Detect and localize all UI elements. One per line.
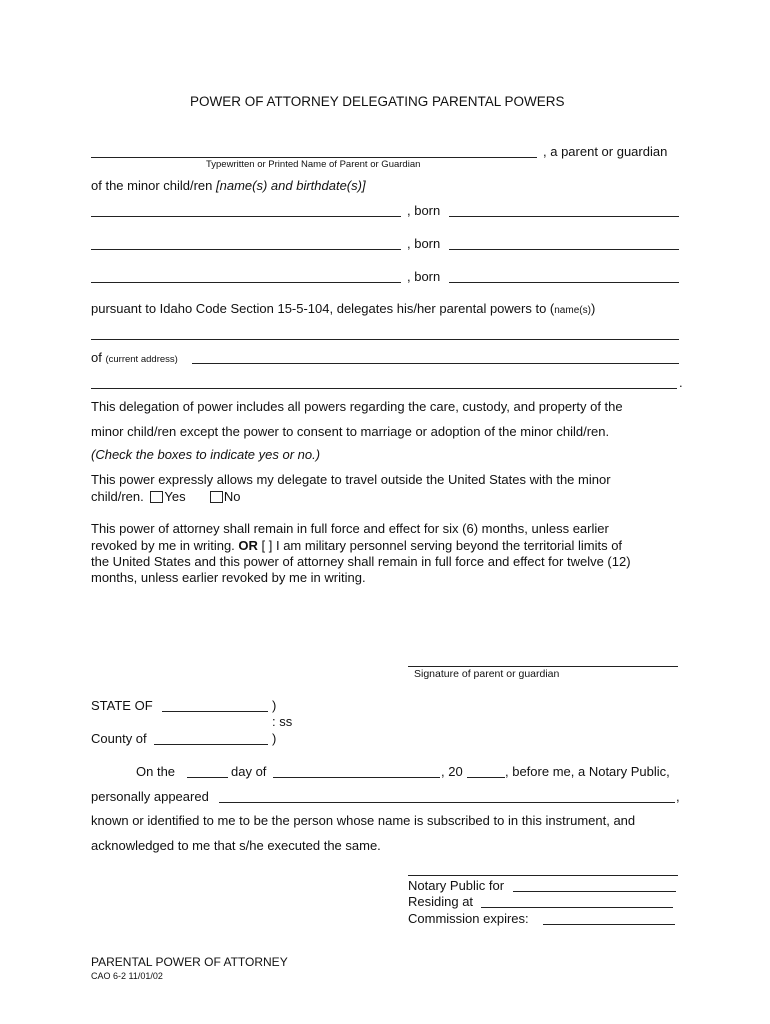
duration-line-1: This power of attorney shall remain in full force and effect for six (6) months, unless earlier bbox=[91, 521, 609, 536]
address-field-1[interactable] bbox=[192, 363, 679, 364]
signature-field[interactable] bbox=[408, 666, 678, 667]
acknowledgment-line-4: acknowledged to me that s/he executed the same. bbox=[91, 838, 381, 853]
travel-no-checkbox[interactable] bbox=[210, 491, 223, 503]
child-birthdate-field[interactable] bbox=[449, 282, 679, 283]
day-of-label: day of bbox=[231, 764, 267, 779]
born-label: , born bbox=[407, 236, 441, 251]
year-prefix-label: , 20 bbox=[441, 764, 463, 779]
parent-name-field[interactable] bbox=[91, 157, 537, 158]
signature-caption: Signature of parent or guardian bbox=[414, 668, 560, 680]
child-birthdate-field[interactable] bbox=[449, 216, 679, 217]
month-field[interactable] bbox=[273, 777, 440, 778]
born-label: , born bbox=[407, 203, 441, 218]
delegate-name-field[interactable] bbox=[91, 339, 679, 340]
document-title: POWER OF ATTORNEY DELEGATING PARENTAL POWERS bbox=[190, 94, 565, 109]
notary-state-field[interactable] bbox=[513, 891, 676, 892]
state-of-label: STATE OF bbox=[91, 698, 153, 713]
travel-line-1: This power expressly allows my delegate to travel outside the United States with the minor bbox=[91, 472, 611, 487]
delegation-line-1: This delegation of power includes all powers regarding the care, custody, and property of the bbox=[91, 399, 623, 414]
pursuant-text: pursuant to Idaho Code Section 15-5-104, delegates his/her parental powers to ( bbox=[91, 301, 555, 316]
minor-children-intro bbox=[91, 178, 366, 193]
duration-line-3: the United States and this power of attorney shall remain in full force and effect for twelve (12) bbox=[91, 554, 631, 569]
state-paren: ) bbox=[272, 698, 277, 713]
commission-expires-label: Commission expires: bbox=[408, 911, 529, 926]
minor-children-hint: [name(s) and birthdate(s)] bbox=[216, 178, 366, 193]
check-instruction: (Check the boxes to indicate yes or no.) bbox=[91, 447, 321, 462]
notary-signature-field[interactable] bbox=[408, 875, 678, 876]
residing-at-label: Residing at bbox=[408, 894, 474, 909]
before-notary-label: , before me, a Notary Public, bbox=[505, 764, 670, 779]
ss-label: : ss bbox=[272, 714, 293, 729]
notary-public-for-label: Notary Public for bbox=[408, 878, 505, 893]
appeared-comma: , bbox=[676, 789, 680, 804]
county-field[interactable] bbox=[154, 744, 268, 745]
footer-form-title: PARENTAL POWER OF ATTORNEY bbox=[91, 955, 288, 969]
acknowledgment-line-3: known or identified to me to be the person whose name is subscribed to in this instrument, and bbox=[91, 813, 636, 828]
travel-yes-checkbox[interactable] bbox=[150, 491, 163, 503]
day-field[interactable] bbox=[187, 777, 228, 778]
military-option-text: [ ] I am military personnel serving beyond the territorial limits of bbox=[257, 538, 623, 553]
parent-name-caption: Typewritten or Printed Name of Parent or Guardian bbox=[206, 159, 421, 170]
child-birthdate-field[interactable] bbox=[449, 249, 679, 250]
duration-line-4: months, unless earlier revoked by me in writing. bbox=[91, 570, 366, 585]
or-label: OR bbox=[238, 538, 258, 553]
address-hint: (current address) bbox=[105, 354, 178, 365]
parent-or-guardian-label: , a parent or guardian bbox=[543, 144, 668, 159]
travel-child-label: child/ren. bbox=[91, 489, 144, 504]
child-name-field[interactable] bbox=[91, 249, 401, 250]
duration-revoked-text: revoked by me in writing. bbox=[91, 538, 239, 553]
address-field-2[interactable] bbox=[91, 388, 677, 389]
delegation-line-2: minor child/ren except the power to consent to marriage or adoption of the minor child/ren. bbox=[91, 424, 610, 439]
child-name-field[interactable] bbox=[91, 282, 401, 283]
county-of-label: County of bbox=[91, 731, 147, 746]
of-label: of bbox=[91, 350, 102, 365]
residing-at-field[interactable] bbox=[481, 907, 673, 908]
appeared-name-field[interactable] bbox=[219, 802, 675, 803]
on-the-label: On the bbox=[136, 764, 176, 779]
footer-form-code: CAO 6-2 11/01/02 bbox=[91, 971, 163, 981]
travel-yes-label: Yes bbox=[164, 489, 186, 504]
pursuant-statement bbox=[91, 301, 595, 316]
commission-expires-field[interactable] bbox=[543, 924, 675, 925]
year-field[interactable] bbox=[467, 777, 505, 778]
travel-line-2 bbox=[91, 489, 240, 504]
child-name-field[interactable] bbox=[91, 216, 401, 217]
duration-line-2 bbox=[91, 538, 622, 553]
pursuant-names-hint: name(s) bbox=[554, 305, 591, 316]
address-label bbox=[91, 350, 178, 365]
address-period: . bbox=[679, 375, 683, 390]
county-paren: ) bbox=[272, 731, 277, 746]
pursuant-close: ) bbox=[590, 301, 596, 316]
personally-appeared-label: personally appeared bbox=[91, 789, 209, 804]
state-field[interactable] bbox=[162, 711, 268, 712]
minor-children-text: of the minor child/ren bbox=[91, 178, 217, 193]
travel-no-label: No bbox=[223, 489, 241, 504]
born-label: , born bbox=[407, 269, 441, 284]
